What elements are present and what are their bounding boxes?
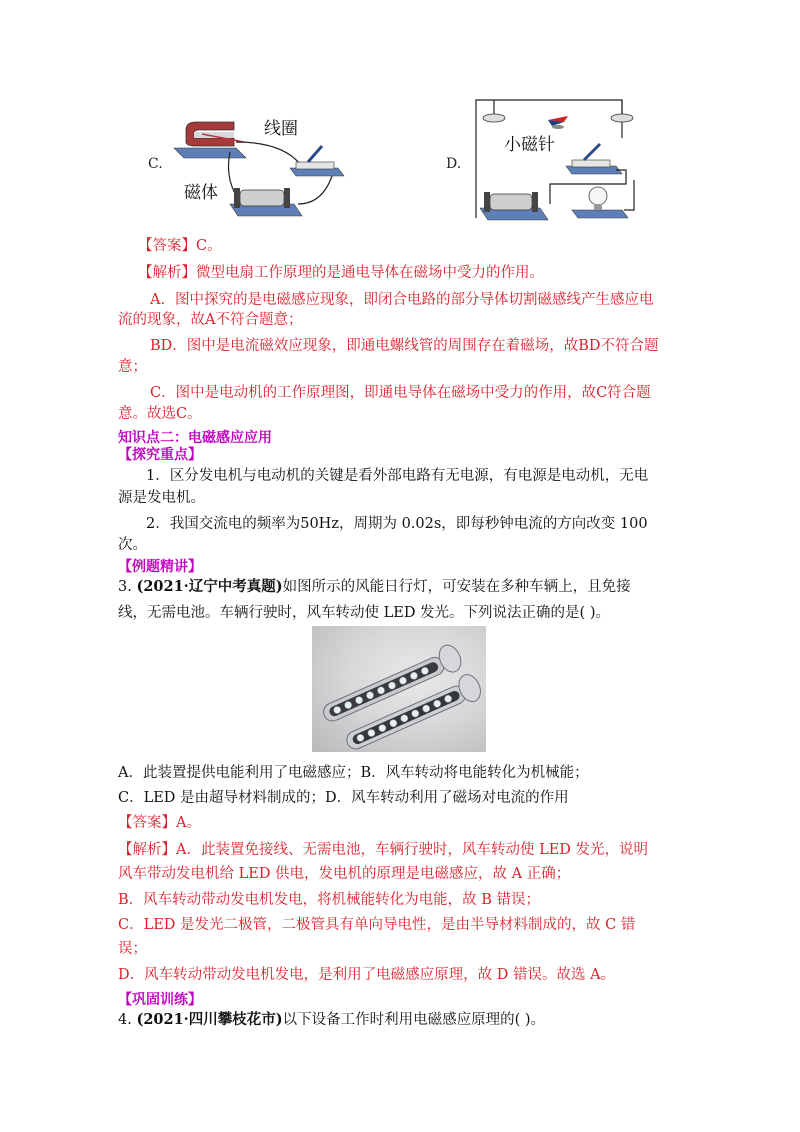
figure-d-electromagnet-apparatus [470,96,642,224]
analysis-1-tag: 【解析】 [138,265,196,281]
wind-daytime-running-light-photo [312,626,486,752]
focus-point-2a: 2．我国交流电的频率为50Hz，周期为 0.02s，即每秒钟电流的方向改变 100 [146,516,648,532]
question-3-line-2: 线，无需电池。车辆行驶时，风车转动使 LED 发光。下列说法正确的是( )。 [118,605,610,621]
question-3-text-1: 如图所示的风能日行灯，可安装在多种车辆上，且免接 [282,579,631,595]
analysis-1-line-3: BD．图中是电流磁效应现象，即通电螺线管的周围存在着磁场，故BD不符合题 [150,338,659,354]
analysis-3-line-4: 误； [118,941,147,957]
compass-needle-label: 小磁针 [504,135,555,155]
analysis-1-line-1: A．图中探究的是电磁感应现象，即闭合电路的部分导体切割磁感线产生感应电 [150,292,654,308]
question-4 [118,1010,545,1030]
focus-point-1b: 源是发电机。 [118,490,205,506]
section-2-title: 知识点二：电磁感应应用 [118,430,272,446]
answer-3-tag: 【答案】 [118,815,176,831]
answer-1-tag: 【答案】 [138,238,196,254]
question-4-text: 以下设备工作时利用电磁感应原理的( )。 [282,1012,546,1028]
question-3-options-1: A．此装置提供电能利用了电磁感应；B．风车转动将电能转化为机械能； [118,765,589,781]
example-tag: 【例题精讲】 [118,559,202,575]
magnet-label: 磁体 [184,183,218,203]
led-light-illustration [312,626,486,752]
question-3-number: 3. [118,579,132,595]
answer-1 [138,236,222,256]
analysis-3-line-1: 风车带动发电机给 LED 供电，发电机的原理是电磁感应，故 A 正确； [118,866,571,882]
analysis-1-line-5: C．图中是电动机的工作原理图，即通电导体在磁场中受力的作用，故C符合题 [150,385,651,401]
analysis-3-line-0 [118,840,648,860]
focus-tag: 【探究重点】 [118,447,202,463]
question-3-options-2: C．LED 是由超导材料制成的；D．风车转动利用了磁场对电流的作用 [118,790,569,806]
question-4-number: 4. [118,1012,132,1028]
question-4-source: (2021·四川攀枝花市) [136,1011,283,1028]
answer-3 [118,813,201,833]
analysis-3-text: A．此装置免接线、无需电池，车辆行驶时，风车转动使 LED 发光，说明 [176,842,649,858]
focus-point-1a: 1．区分发电机与电动机的关键是看外部电路有无电源，有电源是电动机，无电 [146,468,649,484]
figure-c-motor-apparatus [172,112,348,224]
question-3-line-1 [118,577,631,597]
practice-tag: 【巩固训练】 [118,992,202,1008]
analysis-1-text: 微型电扇工作原理的是通电导体在磁场中受力的作用。 [196,265,544,281]
analysis-3-tag: 【解析】 [118,842,176,858]
answer-3-text: A。 [176,815,201,831]
analysis-1-line-0 [138,263,544,283]
option-c-label: C. [148,156,163,172]
analysis-3-line-3: C．LED 是发光二极管，二极管具有单向导电性，是由半导材料制成的，故 C 错 [118,917,636,933]
option-d-label: D. [446,156,462,172]
analysis-3-line-5: D．风车转动带动发电机发电，是利用了电磁感应原理，故 D 错误。故选 A。 [118,967,616,983]
analysis-1-line-2: 流的现象，故A不符合题意； [118,312,303,328]
question-3-source: (2021·辽宁中考真题) [136,578,283,595]
focus-point-2b: 次。 [118,537,147,553]
analysis-3-line-2: B．风车转动带动发电机发电，将机械能转化为电能，故 B 错误； [118,892,541,908]
analysis-1-line-6: 意。故选C。 [118,406,202,422]
answer-1-text: C。 [196,238,222,254]
analysis-1-line-4: 意； [118,359,147,375]
coil-label: 线圈 [264,119,298,139]
